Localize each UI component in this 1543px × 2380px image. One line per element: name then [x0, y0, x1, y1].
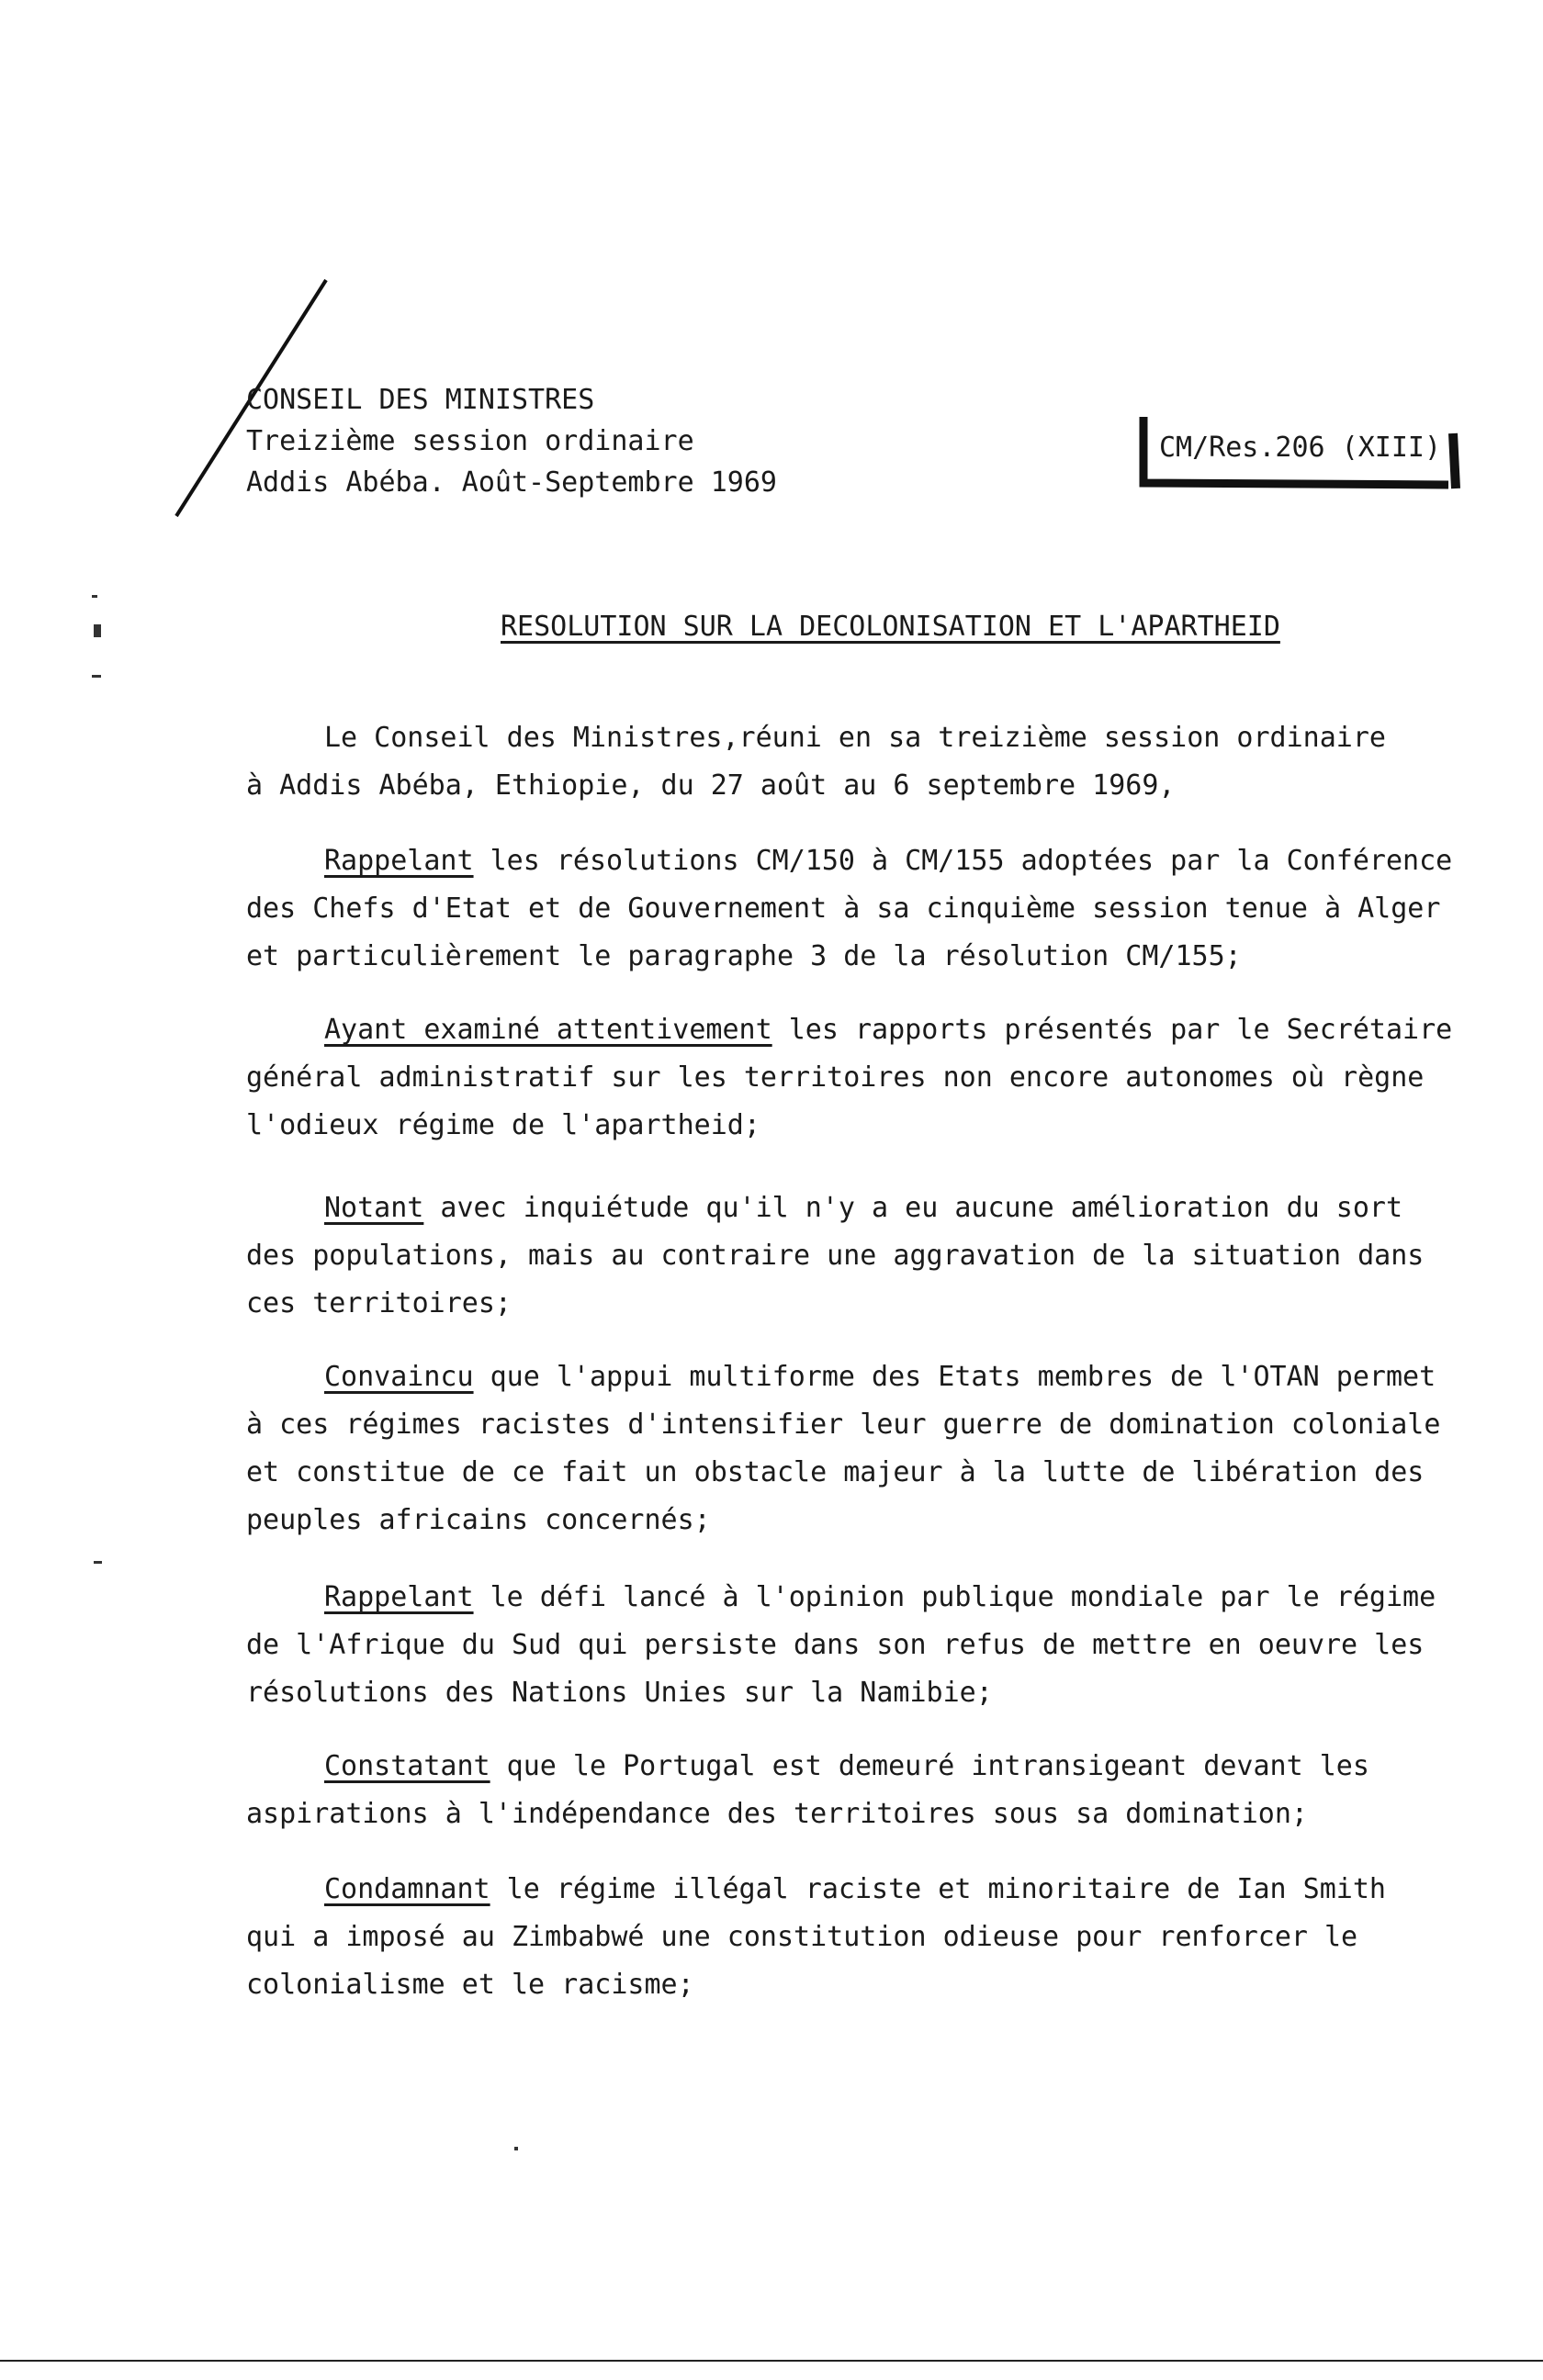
paragraph-line: résolutions des Nations Unies sur la Namibie;	[246, 1677, 993, 1709]
paragraph-line: colonialisme et le racisme;	[246, 1969, 694, 2001]
paragraph-line: général administratif sur les territoires non encore autonomes où règne	[246, 1061, 1425, 1094]
recital-keyword: Notant	[324, 1192, 424, 1224]
recital-keyword: Ayant examiné attentivement	[324, 1014, 772, 1046]
recital-keyword: Condamnant	[324, 1873, 490, 1905]
paragraph-line: de l'Afrique du Sud qui persiste dans son refus de mettre en oeuvre les	[246, 1629, 1425, 1661]
paragraph-line: qui a imposé au Zimbabwé une constitution odieuse pour renforcer le	[246, 1921, 1358, 1953]
paragraph-line: que le Portugal est demeuré intransigeant devant les	[490, 1750, 1369, 1782]
paragraph-line: des populations, mais au contraire une aggravation de la situation dans	[246, 1240, 1425, 1272]
recital-ayant-examine	[246, 1006, 1453, 1150]
paragraph-line: et constitue de ce fait un obstacle majeur à la lutte de libération des	[246, 1456, 1425, 1488]
recital-keyword: Convaincu	[324, 1361, 474, 1393]
header-line-place-date: Addis Abéba. Août-Septembre 1969	[246, 466, 777, 499]
paragraph-line: à Addis Abéba, Ethiopie, du 27 août au 6 septembre 1969,	[246, 769, 1176, 802]
paragraph-line: que l'appui multiforme des Etats membres de l'OTAN permet	[473, 1361, 1436, 1393]
margin-mark	[94, 624, 101, 637]
header-line-session: Treizième session ordinaire	[246, 425, 694, 457]
paragraph-line: à ces régimes racistes d'intensifier leur guerre de domination coloniale	[246, 1409, 1441, 1441]
recital-keyword: Rappelant	[324, 845, 474, 877]
resolution-reference: CM/Res.206 (XIII)	[1159, 432, 1442, 464]
paragraph-line: le régime illégal raciste et minoritaire de Ian Smith	[490, 1873, 1386, 1905]
margin-mark	[92, 675, 101, 678]
margin-mark	[94, 1561, 102, 1564]
paragraph-line: des Chefs d'Etat et de Gouvernement à sa cinquième session tenue à Alger	[246, 892, 1441, 925]
paragraph-line: les résolutions CM/150 à CM/155 adoptées par la Conférence	[473, 845, 1453, 877]
paragraph-line: les rapports présentés par le Secrétaire	[772, 1014, 1453, 1046]
page-dot	[514, 2147, 518, 2150]
recital-convaincu	[246, 1353, 1440, 1544]
paragraph-line: avec inquiétude qu'il n'y a eu aucune amélioration du sort	[423, 1192, 1403, 1224]
page-bottom-edge	[0, 2360, 1543, 2362]
paragraph-line: Le Conseil des Ministres,réuni en sa treizième session ordinaire	[324, 722, 1386, 754]
recital-condamnant	[246, 1866, 1440, 2009]
header-line-council: CONSEIL DES MINISTRES	[246, 384, 595, 416]
paragraph-line: ces territoires;	[246, 1287, 512, 1319]
recital-constatant	[246, 1743, 1440, 1838]
paragraph-line: et particulièrement le paragraphe 3 de la résolution CM/155;	[246, 940, 1242, 972]
recital-rappelant-1	[246, 837, 1453, 981]
recital-notant	[246, 1184, 1440, 1328]
paragraph-line: aspirations à l'indépendance des territoires sous sa domination;	[246, 1798, 1308, 1830]
recital-keyword: Constatant	[324, 1750, 490, 1782]
margin-mark	[92, 595, 97, 598]
preamble-paragraph	[246, 714, 1440, 810]
paragraph-line: l'odieux régime de l'apartheid;	[246, 1109, 760, 1141]
recital-keyword: Rappelant	[324, 1581, 474, 1613]
recital-rappelant-2	[246, 1574, 1440, 1717]
council-header	[246, 379, 777, 503]
paragraph-line: le défi lancé à l'opinion publique mondiale par le régime	[473, 1581, 1436, 1613]
paragraph-line: peuples africains concernés;	[246, 1504, 711, 1536]
resolution-title: RESOLUTION SUR LA DECOLONISATION ET L'APARTHEID	[501, 611, 1280, 643]
